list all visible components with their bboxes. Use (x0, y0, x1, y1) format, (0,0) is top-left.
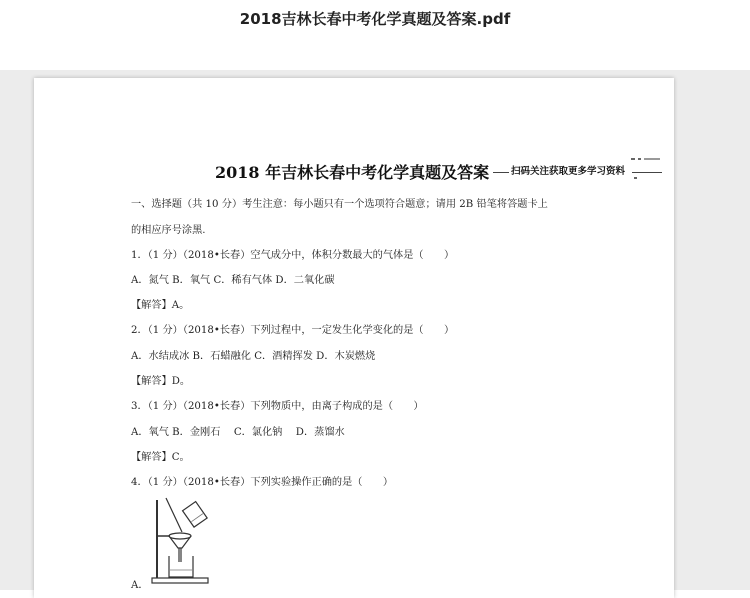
q3-stem: 3．（1 分）（2018•长春）下列物质中，由离子构成的是（ ） (131, 401, 424, 412)
document-heading: 2018 年吉林长春中考化学真题及答案 (215, 163, 490, 182)
q1-options: A．氮气 B．氧气 C．稀有气体 D．二氧化碳 (131, 275, 335, 286)
q2-options: A．水结成冰 B．石蜡融化 C．酒精挥发 D．木炭燃烧 (131, 351, 376, 362)
pdf-page (34, 78, 674, 598)
q3-answer: 【解答】C。 (131, 452, 190, 463)
promo-banner: 扫码关注获取更多学习资料 (509, 163, 627, 177)
file-title: 2018吉林长春中考化学真题及答案.pdf (239, 10, 511, 28)
intro-line-2: 的相应序号涂黑. (131, 225, 206, 236)
q2-answer: 【解答】D。 (131, 376, 191, 387)
q3-options: A．氧气 B．金刚石 C．氯化钠 D．蒸馏水 (131, 427, 345, 438)
heading-rule-left (493, 172, 509, 173)
filtration-apparatus-figure (148, 496, 212, 586)
q4-stem: 4．（1 分）（2018•长春）下列实验操作正确的是（ ） (131, 477, 394, 488)
heading-row (34, 160, 674, 184)
viewer-header (0, 0, 750, 70)
heading-rule-right (632, 172, 662, 173)
q1-stem: 1．（1 分）（2018•长春）空气成分中，体积分数最大的气体是（ ） (131, 250, 455, 261)
q1-answer: 【解答】A。 (131, 300, 190, 311)
corner-mark (631, 148, 663, 152)
q4-option-a-label: A． (131, 580, 149, 591)
intro-line-1: 一、选择题（共 10 分）考生注意：每小题只有一个选项符合题意；请用 2B 铅笔将答题卡上 (131, 199, 548, 210)
q2-stem: 2．（1 分）（2018•长春）下列过程中，一定发生化学变化的是（ ） (131, 325, 455, 336)
